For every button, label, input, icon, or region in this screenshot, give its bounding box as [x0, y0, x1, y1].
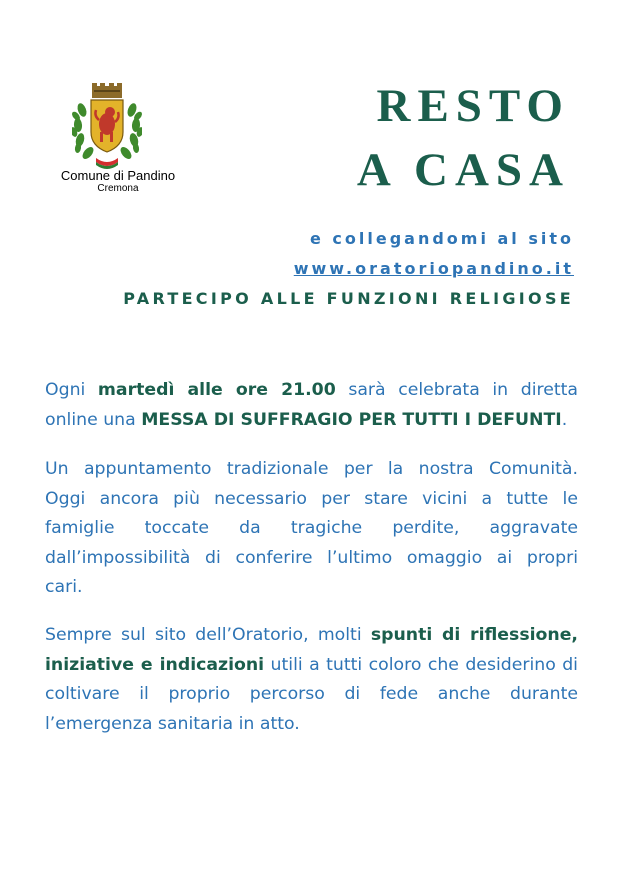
- text-segment: utili a tutti coloro che desiderino di: [264, 654, 578, 675]
- subheading-line-3: PARTECIPO ALLE FUNZIONI RELIGIOSE: [123, 289, 574, 308]
- paragraph-line: [45, 406, 578, 436]
- paragraph-tradition: [45, 455, 578, 603]
- paragraph-line: l’emergenza sanitaria in atto.: [45, 713, 300, 734]
- paragraph-line: [45, 621, 578, 651]
- paragraph-line: cari.: [45, 577, 83, 597]
- paragraph-line: famiglie toccate da tragiche perdite, aggravate: [45, 518, 578, 538]
- province-name: Cremona: [97, 183, 139, 194]
- comune-label: [40, 168, 196, 195]
- text-segment: Ogni: [45, 380, 98, 400]
- paragraph-line: coltivare il proprio percorso di fede anche durante: [45, 684, 578, 704]
- title-line-1: RESTO: [376, 80, 570, 132]
- text-segment: sarà celebrata in diretta: [335, 380, 578, 400]
- comune-name: Comune di Pandino: [60, 168, 176, 183]
- paragraph-line: Oggi ancora più necessario per stare vicini a tutte le: [45, 488, 578, 509]
- text-segment: .: [561, 409, 568, 430]
- paragraph-line: [45, 651, 578, 681]
- title-line-2: A CASA: [356, 144, 570, 196]
- emphasis-reflection: spunti di riflessione,: [370, 625, 578, 645]
- crown-icon: [92, 83, 122, 98]
- emphasis-initiatives: iniziative e indicazioni: [45, 654, 265, 675]
- website-link[interactable]: www.oratoriopandino.it: [293, 259, 574, 278]
- paragraph-website: [45, 621, 578, 739]
- paragraph-mass: [45, 376, 578, 435]
- paragraph-line: dall’impossibilità di conferire l’ultimo omaggio ai propri: [45, 547, 578, 568]
- emphasis-time: martedì alle ore 21.00: [97, 380, 336, 400]
- subheading-line-1: e collegandomi al sito: [309, 229, 574, 248]
- text-segment: online una: [45, 409, 142, 430]
- paragraph-line: [45, 376, 578, 406]
- paragraph-line: Un appuntamento tradizionale per la nostra Comunità.: [45, 459, 578, 479]
- text-segment: Sempre sul sito dell’Oratorio, molti: [45, 625, 371, 645]
- comune-di-pandino-coat-of-arms: [72, 80, 142, 175]
- emphasis-mass: MESSA DI SUFFRAGIO PER TUTTI I DEFUNTI: [141, 409, 562, 430]
